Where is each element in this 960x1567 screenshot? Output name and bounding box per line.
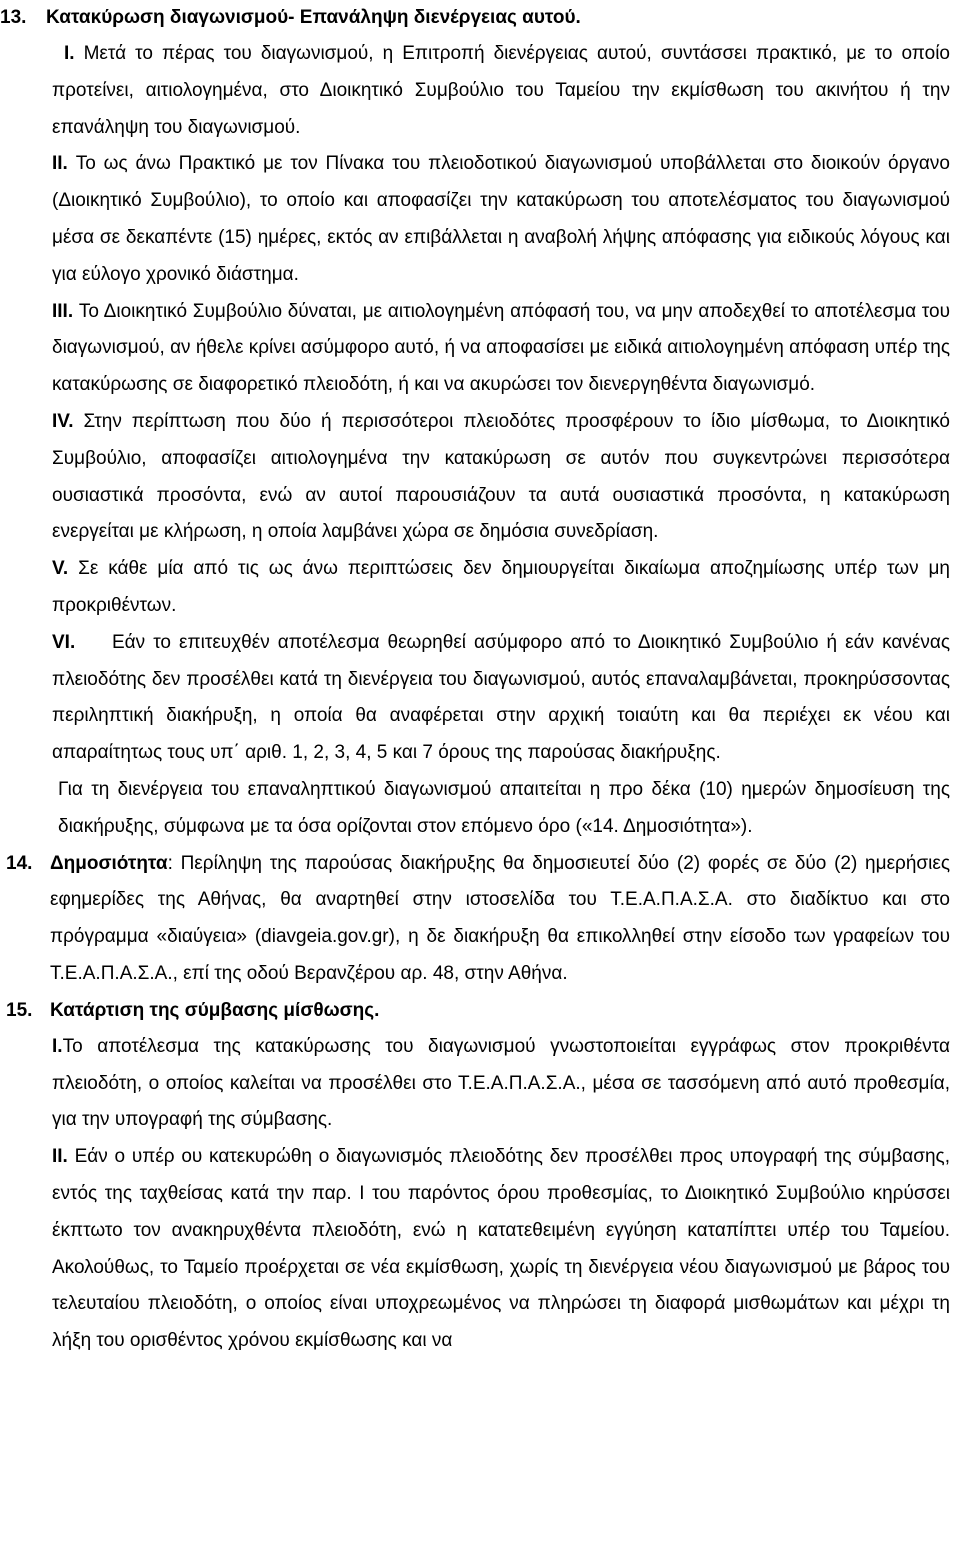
paragraph-label: VI. (52, 631, 76, 653)
paragraph-label: V. (52, 558, 69, 580)
paragraph-text: : Περίληψη της παρούσας διακήρυξης θα δημοσιευτεί δύο (2) φορές σε δύο (2) ημερήσιες εφημερίδες της Αθήνας, θα αναρτηθεί στην ιστοσελίδα του Τ.Ε.Α.Π.Α.Σ.Α. στο διαδίκτυο και στο πρόγραμμα «διαύγεια» (diavgeia.gov.gr), η δε διακήρυξη θα επικολληθεί στην είσοδο των γραφείων του Τ.Ε.Α.Π.Α.Σ.Α., επί της οδού Βερανζέρου αρ. 48, στην Αθήνα. (50, 852, 950, 984)
section-14-paragraph (50, 846, 950, 993)
section-number: 14. (6, 852, 33, 874)
paragraph-label: IV. (52, 410, 74, 432)
paragraph-text: Για τη διενέργεια του επαναληπτικού διαγωνισμού απαιτείται η προ δέκα (10) ημερών δημοσίευση της διακήρυξης, σύμφωνα με τα όσα ορίζονται στον επόμενο όρο («14. Δημοσιότητα»). (58, 778, 950, 837)
paragraph-label: II. (52, 1146, 68, 1168)
section-15-heading (0, 993, 950, 1029)
section-13-heading (0, 0, 950, 36)
paragraph-text: Το αποτέλεσμα της κατακύρωσης του διαγωνισμού γνωστοποιείται εγγράφως στον προκριθέντα πλειοδότη, ο οποίος καλείται να προσέλθει στο Τ.Ε.Α.Π.Α.Σ.Α., μέσα σε τασσόμενη από αυτό προθεσμία, για την υπογραφή της σύμβασης. (52, 1035, 950, 1131)
paragraph-label: II. (52, 153, 68, 175)
section-13-paragraph-5 (52, 551, 950, 625)
paragraph-text: Σε κάθε μία από τις ως άνω περιπτώσεις δεν δημιουργείται δικαίωμα αποζημίωσης υπέρ των μη προκριθέντων. (52, 558, 950, 616)
paragraph-label: III. (52, 300, 74, 322)
paragraph-text: Μετά το πέρας του διαγωνισμού, η Επιτροπή διενέργειας αυτού, συντάσσει πρακτικό, με το οποίο προτείνει, αιτιολογημένα, στο Διοικητικό Συμβούλιο του Ταμείου την εκμίσθωση του ακινήτου ή την επανάληψη του διαγωνισμού. (52, 43, 950, 138)
section-13-paragraph-4 (52, 404, 950, 551)
section-13-paragraph-1 (52, 36, 950, 146)
section-title: Κατακύρωση διαγωνισμού- Επανάληψη διενέργειας αυτού. (46, 7, 581, 28)
section-14 (0, 846, 950, 993)
section-13-paragraph-7 (58, 772, 950, 846)
paragraph-text: Στην περίπτωση που δύο ή περισσότεροι πλειοδότες προσφέρουν το ίδιο μίσθωμα, το Διοικητικό Συμβούλιο, αποφασίζει αιτιολογημένα την κατακύρωση σε αυτόν που συγκεντρώνει περισσότερα ουσιαστικά προσόντα, ενώ αν αυτοί παρουσιάζουν τα αυτά ουσιαστικά προσόντα, η κατακύρωση ενεργείται με κλήρωση, η οποία λαμβάνει χώρα σε δημόσια συνεδρίαση. (52, 410, 950, 543)
section-number: 13. (0, 7, 27, 28)
paragraph-label: I. (52, 1035, 63, 1057)
section-13-paragraph-2 (52, 146, 950, 293)
section-13-paragraph-6 (52, 625, 950, 772)
paragraph-text: Εάν το επιτευχθέν αποτέλεσμα θεωρηθεί ασύμφορο από το Διοικητικό Συμβούλιο ή εάν κανένας πλειοδότης δεν προσέλθει κατά τη διενέργεια του διαγωνισμού, αυτός επαναλαμβάνεται, προκηρύσσοντας περιληπτική διακήρυξη, η οποία θα αναφέρεται στην αρχική τοιαύτη και θα περιέχει εκ νέου και απαραίτητως τους υπ΄ αριθ. 1, 2, 3, 4, 5 και 7 όρους της παρούσας διακήρυξης. (52, 631, 950, 764)
paragraph-text: Το ως άνω Πρακτικό με τον Πίνακα του πλειοδοτικού διαγωνισμού υποβάλλεται στο διοικούν όργανο (Διοικητικό Συμβούλιο), το οποίο και αποφασίζει την κατακύρωση του αποτελέσματος του διαγωνισμού μέσα σε δεκαπέντε (15) ημέρες, εκτός αν επιβάλλεται η αναβολή λήψης απόφασης για ειδικούς λόγους και για εύλογο χρονικό διάστημα. (52, 153, 950, 285)
paragraph-text: Το Διοικητικό Συμβούλιο δύναται, με αιτιολογημένη απόφασή του, να μην αποδεχθεί το αποτέλεσμα του διαγωνισμού, αν ήθελε κρίνει ασύμφορο αυτό, ή να αποφασίσει με ειδικά αιτιολογημένη απόφαση υπέρ της κατακύρωσης σε διαφορετικό πλειοδότη, ή και να ακυρώσει τον διενεργηθέντα διαγωνισμό. (52, 300, 950, 396)
paragraph-text: Εάν ο υπέρ ου κατεκυρώθη ο διαγωνισμός πλειοδότης δεν προσέλθει προς υπογραφή της σύμβασης, εντός της ταχθείσας κατά την παρ. Ι του παρόντος όρου προθεσμίας, το Διοικητικό Συμβούλιο κηρύσσει έκπτωτο τον ανακηρυχθέντα πλειοδότη, ενώ η κατατεθειμένη εγγύηση καταπίπτει υπέρ του Ταμείου. Ακολούθως, το Ταμείο προέρχεται σε νέα εκμίσθωση, χωρίς τη διενέργεια νέου διαγωνισμού με βάρος του τελευταίου πλειοδότη, ο οποίος είναι υποχρεωμένος να πληρώσει τη διαφορά μισθωμάτων και μέχρι τη λήξη του ορισθέντος χρόνου εκμίσθωσης και να (52, 1146, 950, 1352)
section-title: Κατάρτιση της σύμβασης μίσθωσης. (50, 999, 380, 1021)
section-term: Δημοσιότητα (50, 852, 168, 874)
section-15-paragraph-1 (52, 1029, 950, 1139)
section-13-paragraph-3 (52, 294, 950, 404)
paragraph-label: I. (64, 43, 75, 64)
section-number: 15. (6, 999, 33, 1021)
section-15-paragraph-2 (52, 1139, 950, 1360)
